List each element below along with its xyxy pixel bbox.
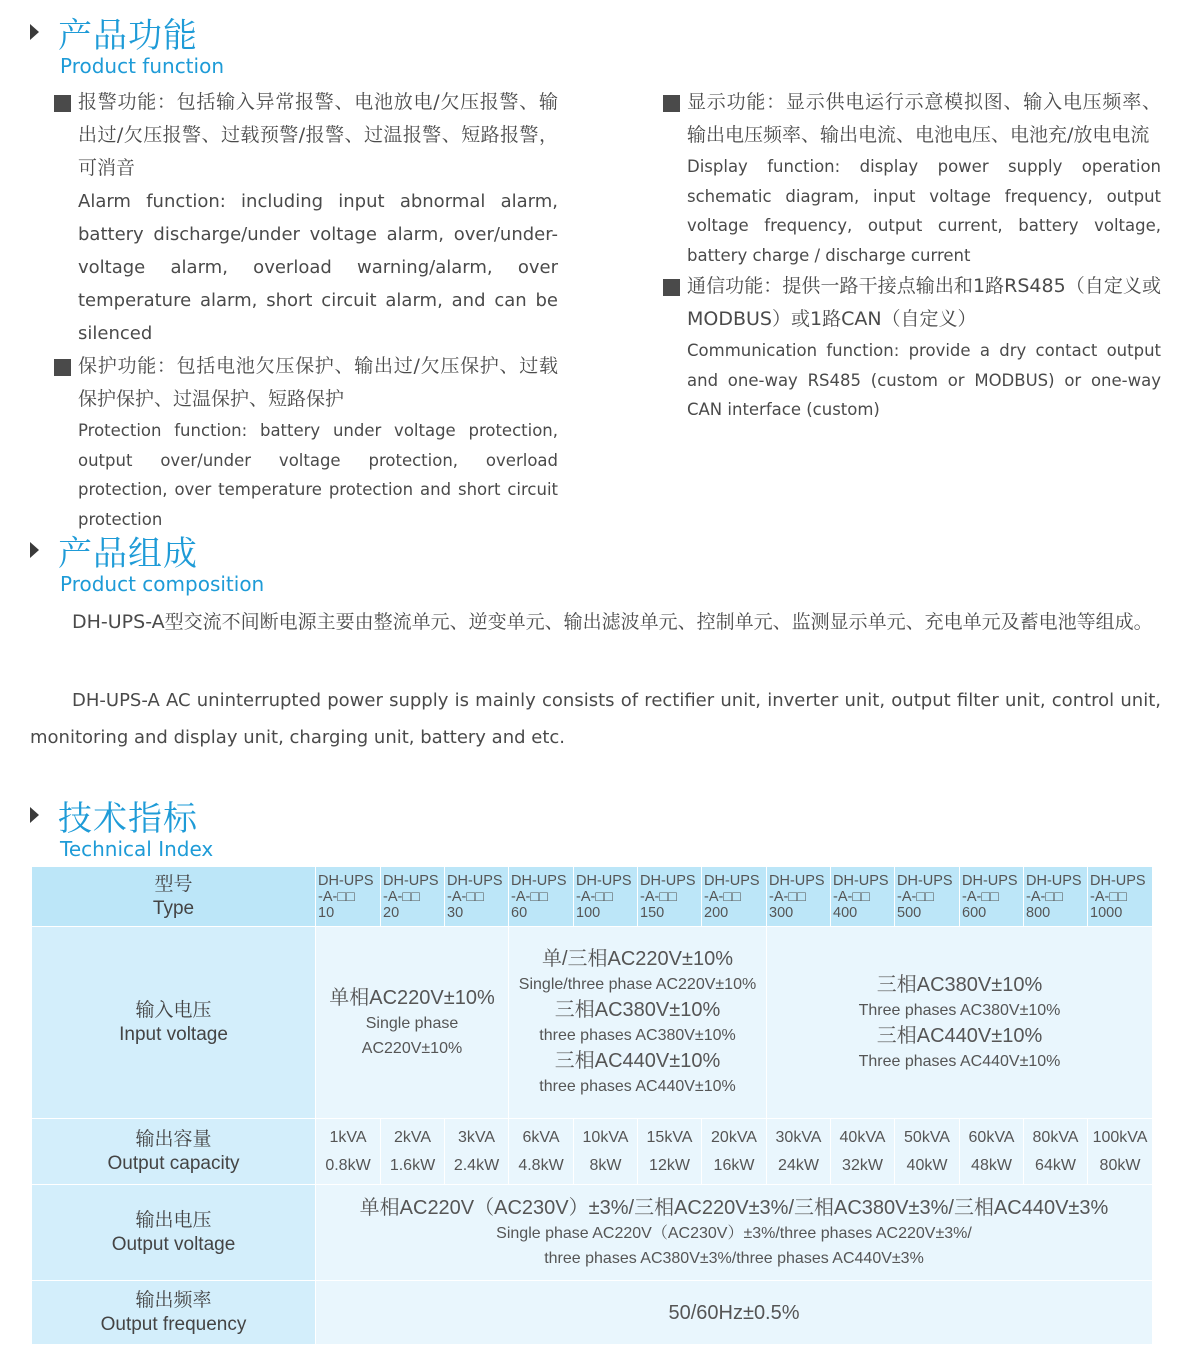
triangle-bullet-icon [30, 542, 39, 558]
square-bullet-icon [663, 279, 680, 296]
row-label-output-voltage [32, 1185, 316, 1281]
model-cell: DH-UPS -A-□□ 30 [445, 867, 509, 927]
alarm-function-cn: 报警功能：包括输入异常报警、电池放电/欠压报警、输出过/欠压报警、过载预警/报警、过温报警、短路报警，可消音 [78, 91, 558, 179]
section-title-en: Product function [60, 54, 224, 78]
triangle-bullet-icon [30, 24, 39, 40]
capacity-cell: 2kVA 1.6kW [381, 1119, 445, 1185]
row-label-output-capacity [32, 1119, 316, 1185]
capacity-cell: 20kVA 16kW [702, 1119, 767, 1185]
capacity-cell: 1kVA 0.8kW [316, 1119, 381, 1185]
technical-index-table [31, 866, 1153, 1345]
model-cell: DH-UPS -A-□□ 200 [702, 867, 767, 927]
square-bullet-icon [54, 95, 71, 112]
row-label-input-voltage [32, 927, 316, 1119]
capacity-cell: 40kVA 32kW [831, 1119, 895, 1185]
model-cell: DH-UPS -A-□□ 300 [767, 867, 831, 927]
square-bullet-icon [663, 95, 680, 112]
row-label-en: Output frequency [100, 1313, 247, 1335]
section-title-cn: 技术指标 [58, 799, 198, 839]
table-row [32, 1119, 1153, 1185]
protection-function [54, 350, 558, 534]
capacity-cell: 10kVA 8kW [574, 1119, 638, 1185]
output-frequency-value: 50/60Hz±0.5% [316, 1281, 1153, 1345]
composition-cn: DH-UPS-A型交流不间断电源主要由整流单元、逆变单元、输出滤波单元、控制单元、监测显示单元、充电单元及蓄电池等组成。 [72, 611, 1153, 633]
model-cell: DH-UPS -A-□□ 150 [638, 867, 702, 927]
row-label-cn: 输入电压 [135, 999, 212, 1021]
section-title-en: Product composition [60, 572, 265, 596]
capacity-cell: 60kVA 48kW [960, 1119, 1024, 1185]
model-cell: DH-UPS -A-□□ 1000 [1088, 867, 1153, 927]
input-voltage-group-3: 三相AC380V±10% Three phases AC380V±10% 三相AC440V±10% Three phases AC440V±10% [767, 927, 1153, 1119]
row-label-en: Input voltage [119, 1023, 228, 1045]
model-cell: DH-UPS -A-□□ 400 [831, 867, 895, 927]
table-row [32, 927, 1153, 1119]
capacity-cell: 80kVA 64kW [1024, 1119, 1088, 1185]
output-voltage-value: 单相AC220V（AC230V）±3%/三相AC220V±3%/三相AC380V±3%/三相AC440V±3% Single phase AC220V（AC230V）±3%/three phases AC220V±3%/ three phases AC380V±3%/three phases AC440V±3% [316, 1185, 1153, 1281]
model-cell: DH-UPS -A-□□ 500 [895, 867, 960, 927]
table-row [32, 867, 1153, 927]
protection-function-cn: 保护功能：包括电池欠压保护、输出过/欠压保护、过载保护保护、过温保护、短路保护 [78, 355, 558, 410]
model-cell: DH-UPS -A-□□ 10 [316, 867, 381, 927]
model-cell: DH-UPS -A-□□ 60 [509, 867, 574, 927]
row-label-cn: 输出电压 [135, 1209, 212, 1231]
square-bullet-icon [54, 359, 71, 376]
model-cell: DH-UPS -A-□□ 800 [1024, 867, 1088, 927]
capacity-cell: 6kVA 4.8kW [509, 1119, 574, 1185]
capacity-cell: 30kVA 24kW [767, 1119, 831, 1185]
section-title-en: Technical Index [60, 837, 214, 861]
input-voltage-group-2: 单/三相AC220V±10% Single/three phase AC220V±10% 三相AC380V±10% three phases AC380V±10% 三相AC440V±10% three phases AC440V±10% [509, 927, 767, 1119]
alarm-function [54, 86, 558, 350]
function-column-right [663, 86, 1161, 425]
capacity-cell: 15kVA 12kW [638, 1119, 702, 1185]
capacity-cell: 3kVA 2.4kW [445, 1119, 509, 1185]
model-cell: DH-UPS -A-□□ 600 [960, 867, 1024, 927]
capacity-cell: 100kVA 80kW [1088, 1119, 1153, 1185]
row-label-en: Output capacity [107, 1152, 240, 1174]
model-cell: DH-UPS -A-□□ 20 [381, 867, 445, 927]
display-function [663, 86, 1161, 270]
composition-en: DH-UPS-A AC uninterrupted power supply is mainly consists of rectifier unit, inverter unit, output filter unit, control unit, monitoring and display unit, charging unit, battery and etc. [30, 690, 1161, 748]
section-title-cn: 产品功能 [58, 16, 198, 56]
communication-function-en: Communication function: provide a dry contact output and one-way RS485 (custom or MODBUS) or one-way CAN interface (custom) [687, 341, 1161, 419]
triangle-bullet-icon [30, 807, 39, 823]
table-row [32, 1185, 1153, 1281]
input-voltage-group-1: 单相AC220V±10% Single phase AC220V±10% [316, 927, 509, 1119]
row-label-cn: 输出容量 [135, 1128, 212, 1150]
row-label-en: Output voltage [111, 1233, 236, 1255]
display-function-cn: 显示功能：显示供电运行示意模拟图、输入电压频率、输出电压频率、输出电流、电池电压、电池充/放电电流 [687, 91, 1161, 146]
section-title-cn: 产品组成 [58, 534, 198, 574]
alarm-function-en: Alarm function: including input abnormal alarm, battery discharge/under voltage alarm, over/under-voltage alarm, overload warning/alarm, over temperature alarm, short circuit alarm, and can be silenced [78, 191, 558, 344]
function-column-left [54, 86, 558, 534]
communication-function [663, 270, 1161, 425]
row-label-cn: 输出频率 [135, 1289, 212, 1311]
row-label-model [32, 867, 316, 927]
communication-function-cn: 通信功能：提供一路干接点输出和1路RS485（自定义或MODBUS）或1路CAN（自定义） [687, 275, 1161, 330]
model-cell: DH-UPS -A-□□ 100 [574, 867, 638, 927]
row-label-cn: 型号 [154, 873, 193, 895]
display-function-en: Display function: display power supply operation schematic diagram, input voltage frequency, output voltage frequency, output current, battery voltage, battery charge / discharge current [687, 157, 1161, 265]
protection-function-en: Protection function: battery under voltage protection, output over/under voltage protection, overload protection, over temperature protection and short circuit protection [78, 421, 558, 529]
capacity-cell: 50kVA 40kW [895, 1119, 960, 1185]
table-row [32, 1281, 1153, 1345]
row-label-en: Type [152, 897, 195, 919]
row-label-output-frequency [32, 1281, 316, 1345]
